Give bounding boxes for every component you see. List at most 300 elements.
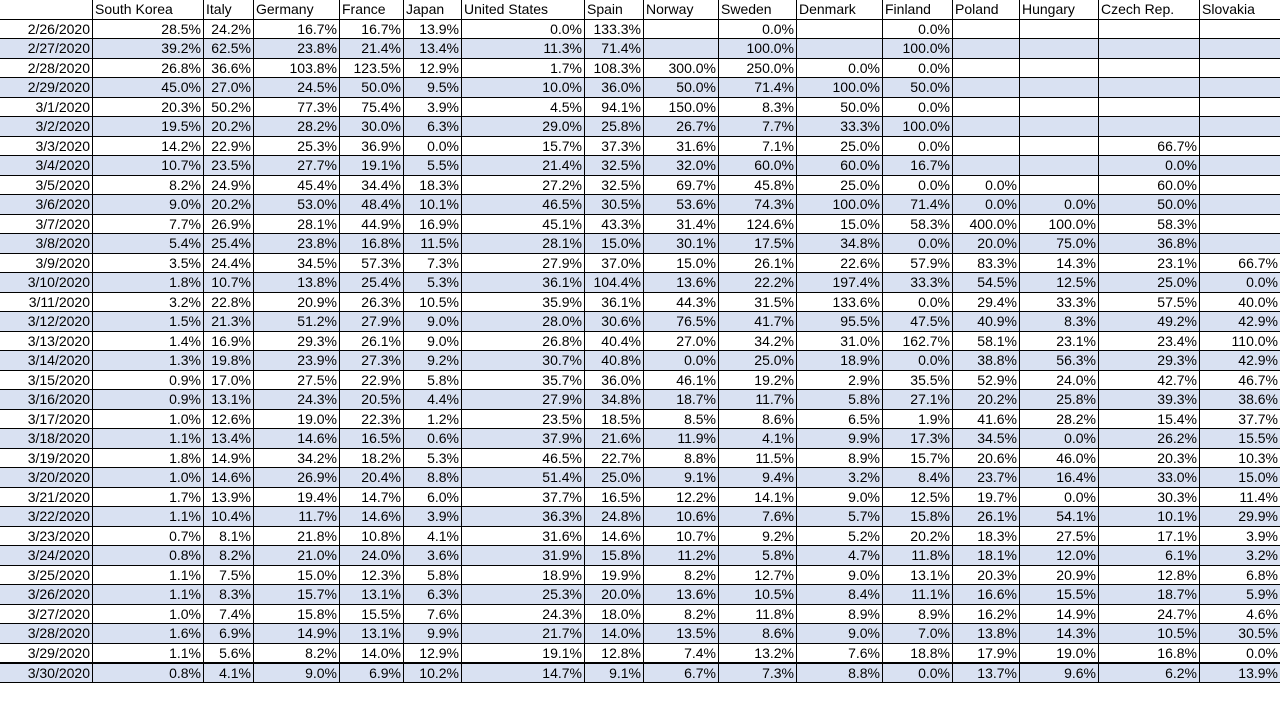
value-cell[interactable]: 3.5% bbox=[93, 253, 204, 273]
value-cell[interactable]: 16.7% bbox=[340, 19, 404, 39]
value-cell[interactable]: 100.0% bbox=[719, 39, 797, 59]
value-cell[interactable]: 133.3% bbox=[585, 19, 644, 39]
value-cell[interactable]: 10.1% bbox=[1099, 507, 1200, 527]
value-cell[interactable]: 26.1% bbox=[953, 507, 1020, 527]
value-cell[interactable]: 69.7% bbox=[644, 175, 719, 195]
value-cell[interactable]: 0.0% bbox=[883, 58, 953, 78]
value-cell[interactable]: 6.7% bbox=[644, 663, 719, 683]
value-cell[interactable]: 51.4% bbox=[462, 468, 585, 488]
value-cell[interactable] bbox=[1020, 78, 1099, 98]
value-cell[interactable]: 4.1% bbox=[719, 429, 797, 449]
value-cell[interactable]: 15.0% bbox=[585, 234, 644, 254]
value-cell[interactable]: 0.6% bbox=[404, 429, 462, 449]
value-cell[interactable]: 14.6% bbox=[254, 429, 340, 449]
value-cell[interactable]: 18.7% bbox=[1099, 585, 1200, 605]
value-cell[interactable]: 40.8% bbox=[585, 351, 644, 371]
value-cell[interactable]: 12.9% bbox=[404, 643, 462, 663]
value-cell[interactable]: 44.3% bbox=[644, 292, 719, 312]
value-cell[interactable]: 8.1% bbox=[204, 526, 254, 546]
value-cell[interactable]: 13.2% bbox=[719, 643, 797, 663]
value-cell[interactable] bbox=[1099, 97, 1200, 117]
value-cell[interactable]: 0.0% bbox=[797, 58, 883, 78]
value-cell[interactable]: 46.7% bbox=[1200, 370, 1280, 390]
value-cell[interactable]: 62.5% bbox=[204, 39, 254, 59]
value-cell[interactable]: 22.9% bbox=[204, 136, 254, 156]
column-header[interactable]: Germany bbox=[254, 0, 340, 19]
column-header[interactable]: France bbox=[340, 0, 404, 19]
value-cell[interactable]: 54.1% bbox=[1020, 507, 1099, 527]
value-cell[interactable]: 34.4% bbox=[340, 175, 404, 195]
value-cell[interactable]: 7.7% bbox=[93, 214, 204, 234]
value-cell[interactable]: 19.5% bbox=[93, 117, 204, 137]
value-cell[interactable]: 11.8% bbox=[883, 546, 953, 566]
value-cell[interactable]: 30.3% bbox=[1099, 487, 1200, 507]
column-header[interactable]: Spain bbox=[585, 0, 644, 19]
value-cell[interactable] bbox=[1099, 117, 1200, 137]
value-cell[interactable]: 94.1% bbox=[585, 97, 644, 117]
value-cell[interactable]: 5.9% bbox=[1200, 585, 1280, 605]
value-cell[interactable]: 66.7% bbox=[1200, 253, 1280, 273]
value-cell[interactable]: 14.9% bbox=[1020, 604, 1099, 624]
value-cell[interactable]: 57.9% bbox=[883, 253, 953, 273]
value-cell[interactable]: 1.6% bbox=[93, 624, 204, 644]
date-cell[interactable]: 3/24/2020 bbox=[0, 546, 93, 566]
value-cell[interactable]: 28.1% bbox=[254, 214, 340, 234]
value-cell[interactable]: 23.1% bbox=[1020, 331, 1099, 351]
value-cell[interactable]: 11.5% bbox=[404, 234, 462, 254]
value-cell[interactable]: 26.8% bbox=[93, 58, 204, 78]
value-cell[interactable]: 22.7% bbox=[585, 448, 644, 468]
value-cell[interactable]: 54.5% bbox=[953, 273, 1020, 293]
value-cell[interactable]: 20.2% bbox=[204, 195, 254, 215]
value-cell[interactable]: 36.0% bbox=[585, 370, 644, 390]
value-cell[interactable]: 5.6% bbox=[204, 643, 254, 663]
value-cell[interactable]: 8.4% bbox=[797, 585, 883, 605]
value-cell[interactable]: 6.1% bbox=[1099, 546, 1200, 566]
value-cell[interactable]: 5.5% bbox=[404, 156, 462, 176]
value-cell[interactable]: 12.6% bbox=[204, 409, 254, 429]
value-cell[interactable] bbox=[644, 39, 719, 59]
value-cell[interactable]: 27.9% bbox=[340, 312, 404, 332]
value-cell[interactable]: 24.9% bbox=[204, 175, 254, 195]
value-cell[interactable]: 8.9% bbox=[797, 604, 883, 624]
value-cell[interactable]: 103.8% bbox=[254, 58, 340, 78]
value-cell[interactable]: 9.0% bbox=[797, 487, 883, 507]
value-cell[interactable]: 26.8% bbox=[462, 331, 585, 351]
value-cell[interactable]: 15.7% bbox=[254, 585, 340, 605]
value-cell[interactable]: 11.5% bbox=[719, 448, 797, 468]
value-cell[interactable]: 58.3% bbox=[1099, 214, 1200, 234]
value-cell[interactable]: 6.2% bbox=[1099, 663, 1200, 683]
value-cell[interactable]: 24.2% bbox=[204, 19, 254, 39]
value-cell[interactable]: 13.1% bbox=[204, 390, 254, 410]
value-cell[interactable]: 42.7% bbox=[1099, 370, 1200, 390]
date-cell[interactable]: 3/21/2020 bbox=[0, 487, 93, 507]
value-cell[interactable]: 1.1% bbox=[93, 507, 204, 527]
value-cell[interactable]: 5.7% bbox=[797, 507, 883, 527]
value-cell[interactable]: 20.9% bbox=[254, 292, 340, 312]
value-cell[interactable] bbox=[1020, 117, 1099, 137]
value-cell[interactable]: 100.0% bbox=[883, 117, 953, 137]
value-cell[interactable]: 29.9% bbox=[1200, 507, 1280, 527]
value-cell[interactable]: 21.6% bbox=[585, 429, 644, 449]
date-cell[interactable]: 3/23/2020 bbox=[0, 526, 93, 546]
value-cell[interactable]: 18.3% bbox=[953, 526, 1020, 546]
value-cell[interactable]: 1.3% bbox=[93, 351, 204, 371]
value-cell[interactable]: 20.4% bbox=[340, 468, 404, 488]
value-cell[interactable]: 74.3% bbox=[719, 195, 797, 215]
value-cell[interactable]: 21.0% bbox=[254, 546, 340, 566]
value-cell[interactable]: 15.7% bbox=[883, 448, 953, 468]
value-cell[interactable]: 0.0% bbox=[883, 234, 953, 254]
value-cell[interactable]: 26.7% bbox=[644, 117, 719, 137]
value-cell[interactable]: 31.4% bbox=[644, 214, 719, 234]
value-cell[interactable]: 32.5% bbox=[585, 175, 644, 195]
column-header[interactable]: Poland bbox=[953, 0, 1020, 19]
value-cell[interactable]: 46.0% bbox=[1020, 448, 1099, 468]
value-cell[interactable] bbox=[1200, 136, 1280, 156]
value-cell[interactable]: 13.8% bbox=[254, 273, 340, 293]
value-cell[interactable]: 29.3% bbox=[1099, 351, 1200, 371]
value-cell[interactable]: 100.0% bbox=[797, 195, 883, 215]
value-cell[interactable]: 66.7% bbox=[1099, 136, 1200, 156]
value-cell[interactable]: 1.2% bbox=[404, 409, 462, 429]
value-cell[interactable]: 22.3% bbox=[340, 409, 404, 429]
value-cell[interactable]: 133.6% bbox=[797, 292, 883, 312]
value-cell[interactable] bbox=[644, 19, 719, 39]
value-cell[interactable]: 12.7% bbox=[719, 565, 797, 585]
value-cell[interactable]: 0.0% bbox=[883, 136, 953, 156]
date-cell[interactable]: 3/15/2020 bbox=[0, 370, 93, 390]
value-cell[interactable]: 9.9% bbox=[404, 624, 462, 644]
value-cell[interactable]: 10.0% bbox=[462, 78, 585, 98]
value-cell[interactable]: 13.9% bbox=[404, 19, 462, 39]
value-cell[interactable]: 300.0% bbox=[644, 58, 719, 78]
value-cell[interactable]: 30.5% bbox=[1200, 624, 1280, 644]
value-cell[interactable]: 1.1% bbox=[93, 429, 204, 449]
value-cell[interactable]: 7.4% bbox=[644, 643, 719, 663]
value-cell[interactable]: 23.5% bbox=[462, 409, 585, 429]
date-cell[interactable]: 3/19/2020 bbox=[0, 448, 93, 468]
value-cell[interactable]: 22.6% bbox=[797, 253, 883, 273]
date-cell[interactable]: 3/28/2020 bbox=[0, 624, 93, 644]
value-cell[interactable]: 16.9% bbox=[404, 214, 462, 234]
value-cell[interactable]: 7.5% bbox=[204, 565, 254, 585]
value-cell[interactable]: 30.1% bbox=[644, 234, 719, 254]
value-cell[interactable]: 45.4% bbox=[254, 175, 340, 195]
value-cell[interactable]: 14.2% bbox=[93, 136, 204, 156]
value-cell[interactable]: 8.9% bbox=[883, 604, 953, 624]
value-cell[interactable]: 31.9% bbox=[462, 546, 585, 566]
value-cell[interactable]: 19.8% bbox=[204, 351, 254, 371]
value-cell[interactable]: 12.3% bbox=[340, 565, 404, 585]
value-cell[interactable]: 48.4% bbox=[340, 195, 404, 215]
value-cell[interactable]: 25.4% bbox=[340, 273, 404, 293]
value-cell[interactable]: 35.7% bbox=[462, 370, 585, 390]
value-cell[interactable]: 36.9% bbox=[340, 136, 404, 156]
value-cell[interactable]: 7.0% bbox=[883, 624, 953, 644]
value-cell[interactable]: 17.5% bbox=[719, 234, 797, 254]
value-cell[interactable] bbox=[953, 117, 1020, 137]
date-cell[interactable]: 3/16/2020 bbox=[0, 390, 93, 410]
value-cell[interactable]: 0.0% bbox=[953, 175, 1020, 195]
value-cell[interactable]: 0.0% bbox=[883, 19, 953, 39]
value-cell[interactable] bbox=[1020, 97, 1099, 117]
value-cell[interactable]: 7.7% bbox=[719, 117, 797, 137]
value-cell[interactable]: 12.8% bbox=[1099, 565, 1200, 585]
column-header[interactable]: Sweden bbox=[719, 0, 797, 19]
value-cell[interactable]: 16.2% bbox=[953, 604, 1020, 624]
value-cell[interactable]: 19.0% bbox=[254, 409, 340, 429]
value-cell[interactable]: 10.4% bbox=[204, 507, 254, 527]
value-cell[interactable]: 12.8% bbox=[585, 643, 644, 663]
value-cell[interactable]: 13.1% bbox=[340, 624, 404, 644]
value-cell[interactable] bbox=[1200, 234, 1280, 254]
value-cell[interactable] bbox=[1200, 97, 1280, 117]
value-cell[interactable]: 33.3% bbox=[797, 117, 883, 137]
value-cell[interactable]: 100.0% bbox=[883, 39, 953, 59]
value-cell[interactable]: 16.5% bbox=[340, 429, 404, 449]
value-cell[interactable]: 36.1% bbox=[585, 292, 644, 312]
date-cell[interactable]: 3/30/2020 bbox=[0, 663, 93, 683]
value-cell[interactable]: 8.3% bbox=[1020, 312, 1099, 332]
value-cell[interactable]: 6.3% bbox=[404, 117, 462, 137]
value-cell[interactable]: 28.0% bbox=[462, 312, 585, 332]
value-cell[interactable]: 12.2% bbox=[644, 487, 719, 507]
value-cell[interactable]: 31.6% bbox=[462, 526, 585, 546]
value-cell[interactable]: 18.9% bbox=[797, 351, 883, 371]
value-cell[interactable]: 14.7% bbox=[340, 487, 404, 507]
value-cell[interactable]: 14.7% bbox=[462, 663, 585, 683]
value-cell[interactable]: 1.0% bbox=[93, 604, 204, 624]
value-cell[interactable]: 108.3% bbox=[585, 58, 644, 78]
value-cell[interactable] bbox=[1020, 156, 1099, 176]
value-cell[interactable]: 24.8% bbox=[585, 507, 644, 527]
value-cell[interactable]: 29.4% bbox=[953, 292, 1020, 312]
value-cell[interactable]: 20.3% bbox=[93, 97, 204, 117]
value-cell[interactable]: 9.1% bbox=[644, 468, 719, 488]
value-cell[interactable]: 27.0% bbox=[644, 331, 719, 351]
value-cell[interactable]: 20.2% bbox=[204, 117, 254, 137]
value-cell[interactable]: 14.9% bbox=[254, 624, 340, 644]
value-cell[interactable]: 27.9% bbox=[462, 390, 585, 410]
value-cell[interactable]: 4.1% bbox=[404, 526, 462, 546]
value-cell[interactable]: 8.2% bbox=[204, 546, 254, 566]
value-cell[interactable]: 12.9% bbox=[404, 58, 462, 78]
value-cell[interactable] bbox=[953, 136, 1020, 156]
value-cell[interactable]: 250.0% bbox=[719, 58, 797, 78]
date-cell[interactable]: 3/17/2020 bbox=[0, 409, 93, 429]
value-cell[interactable]: 20.3% bbox=[953, 565, 1020, 585]
date-cell[interactable]: 3/13/2020 bbox=[0, 331, 93, 351]
date-cell[interactable]: 3/11/2020 bbox=[0, 292, 93, 312]
value-cell[interactable]: 1.7% bbox=[93, 487, 204, 507]
value-cell[interactable]: 6.0% bbox=[404, 487, 462, 507]
value-cell[interactable] bbox=[1200, 58, 1280, 78]
value-cell[interactable]: 25.0% bbox=[797, 136, 883, 156]
value-cell[interactable]: 3.6% bbox=[404, 546, 462, 566]
value-cell[interactable]: 20.5% bbox=[340, 390, 404, 410]
value-cell[interactable]: 18.1% bbox=[953, 546, 1020, 566]
value-cell[interactable] bbox=[1200, 78, 1280, 98]
value-cell[interactable]: 18.9% bbox=[462, 565, 585, 585]
value-cell[interactable]: 8.8% bbox=[644, 448, 719, 468]
value-cell[interactable]: 11.8% bbox=[719, 604, 797, 624]
value-cell[interactable]: 47.5% bbox=[883, 312, 953, 332]
value-cell[interactable]: 25.8% bbox=[585, 117, 644, 137]
value-cell[interactable]: 24.3% bbox=[462, 604, 585, 624]
value-cell[interactable]: 10.7% bbox=[93, 156, 204, 176]
value-cell[interactable]: 14.3% bbox=[1020, 624, 1099, 644]
value-cell[interactable]: 25.4% bbox=[204, 234, 254, 254]
value-cell[interactable]: 58.3% bbox=[883, 214, 953, 234]
value-cell[interactable]: 16.8% bbox=[1099, 643, 1200, 663]
value-cell[interactable]: 16.4% bbox=[1020, 468, 1099, 488]
value-cell[interactable]: 95.5% bbox=[797, 312, 883, 332]
value-cell[interactable]: 10.7% bbox=[644, 526, 719, 546]
value-cell[interactable]: 9.5% bbox=[404, 78, 462, 98]
date-cell[interactable]: 3/27/2020 bbox=[0, 604, 93, 624]
value-cell[interactable]: 9.0% bbox=[254, 663, 340, 683]
value-cell[interactable]: 13.8% bbox=[953, 624, 1020, 644]
value-cell[interactable]: 58.1% bbox=[953, 331, 1020, 351]
value-cell[interactable]: 36.3% bbox=[462, 507, 585, 527]
column-header[interactable]: Czech Rep. bbox=[1099, 0, 1200, 19]
value-cell[interactable]: 53.0% bbox=[254, 195, 340, 215]
value-cell[interactable]: 18.5% bbox=[585, 409, 644, 429]
value-cell[interactable]: 12.5% bbox=[1020, 273, 1099, 293]
date-cell[interactable]: 2/26/2020 bbox=[0, 19, 93, 39]
value-cell[interactable]: 34.5% bbox=[953, 429, 1020, 449]
value-cell[interactable]: 8.8% bbox=[797, 663, 883, 683]
value-cell[interactable]: 20.9% bbox=[1020, 565, 1099, 585]
value-cell[interactable]: 37.7% bbox=[462, 487, 585, 507]
value-cell[interactable] bbox=[1020, 175, 1099, 195]
value-cell[interactable]: 32.0% bbox=[644, 156, 719, 176]
value-cell[interactable]: 20.0% bbox=[953, 234, 1020, 254]
value-cell[interactable] bbox=[1099, 39, 1200, 59]
value-cell[interactable] bbox=[1200, 195, 1280, 215]
value-cell[interactable]: 21.8% bbox=[254, 526, 340, 546]
value-cell[interactable]: 14.1% bbox=[719, 487, 797, 507]
value-cell[interactable]: 0.0% bbox=[1200, 273, 1280, 293]
value-cell[interactable]: 50.0% bbox=[797, 97, 883, 117]
value-cell[interactable]: 20.2% bbox=[953, 390, 1020, 410]
value-cell[interactable]: 7.3% bbox=[404, 253, 462, 273]
value-cell[interactable]: 52.9% bbox=[953, 370, 1020, 390]
value-cell[interactable]: 33.3% bbox=[883, 273, 953, 293]
value-cell[interactable]: 83.3% bbox=[953, 253, 1020, 273]
value-cell[interactable]: 13.1% bbox=[883, 565, 953, 585]
value-cell[interactable]: 4.6% bbox=[1200, 604, 1280, 624]
column-header[interactable]: South Korea bbox=[93, 0, 204, 19]
value-cell[interactable]: 8.6% bbox=[719, 409, 797, 429]
value-cell[interactable]: 42.9% bbox=[1200, 351, 1280, 371]
value-cell[interactable]: 39.3% bbox=[1099, 390, 1200, 410]
value-cell[interactable]: 17.1% bbox=[1099, 526, 1200, 546]
value-cell[interactable]: 0.0% bbox=[719, 19, 797, 39]
value-cell[interactable]: 21.4% bbox=[340, 39, 404, 59]
value-cell[interactable]: 50.0% bbox=[1099, 195, 1200, 215]
value-cell[interactable]: 41.6% bbox=[953, 409, 1020, 429]
value-cell[interactable]: 14.0% bbox=[585, 624, 644, 644]
value-cell[interactable]: 12.5% bbox=[883, 487, 953, 507]
value-cell[interactable]: 37.0% bbox=[585, 253, 644, 273]
value-cell[interactable]: 25.0% bbox=[1099, 273, 1200, 293]
value-cell[interactable] bbox=[953, 58, 1020, 78]
value-cell[interactable] bbox=[1200, 19, 1280, 39]
value-cell[interactable]: 5.3% bbox=[404, 448, 462, 468]
value-cell[interactable]: 15.4% bbox=[1099, 409, 1200, 429]
value-cell[interactable]: 14.6% bbox=[585, 526, 644, 546]
value-cell[interactable]: 19.0% bbox=[1020, 643, 1099, 663]
column-header[interactable]: Italy bbox=[204, 0, 254, 19]
value-cell[interactable]: 33.0% bbox=[1099, 468, 1200, 488]
value-cell[interactable]: 34.2% bbox=[719, 331, 797, 351]
value-cell[interactable]: 3.9% bbox=[404, 97, 462, 117]
value-cell[interactable]: 15.7% bbox=[462, 136, 585, 156]
value-cell[interactable]: 24.0% bbox=[1020, 370, 1099, 390]
value-cell[interactable]: 8.2% bbox=[93, 175, 204, 195]
value-cell[interactable]: 27.5% bbox=[254, 370, 340, 390]
value-cell[interactable]: 15.5% bbox=[340, 604, 404, 624]
value-cell[interactable]: 5.8% bbox=[797, 390, 883, 410]
value-cell[interactable]: 0.9% bbox=[93, 390, 204, 410]
value-cell[interactable]: 0.8% bbox=[93, 663, 204, 683]
value-cell[interactable]: 31.6% bbox=[644, 136, 719, 156]
value-cell[interactable]: 43.3% bbox=[585, 214, 644, 234]
column-header[interactable]: Slovakia bbox=[1200, 0, 1280, 19]
value-cell[interactable]: 5.8% bbox=[404, 565, 462, 585]
value-cell[interactable]: 26.9% bbox=[254, 468, 340, 488]
value-cell[interactable]: 31.5% bbox=[719, 292, 797, 312]
value-cell[interactable]: 0.9% bbox=[93, 370, 204, 390]
column-header[interactable]: Denmark bbox=[797, 0, 883, 19]
value-cell[interactable]: 42.9% bbox=[1200, 312, 1280, 332]
value-cell[interactable]: 41.7% bbox=[719, 312, 797, 332]
value-cell[interactable]: 0.0% bbox=[1020, 429, 1099, 449]
value-cell[interactable]: 27.2% bbox=[462, 175, 585, 195]
value-cell[interactable]: 16.7% bbox=[883, 156, 953, 176]
value-cell[interactable]: 75.4% bbox=[340, 97, 404, 117]
value-cell[interactable]: 46.5% bbox=[462, 448, 585, 468]
value-cell[interactable]: 34.2% bbox=[254, 448, 340, 468]
value-cell[interactable] bbox=[953, 78, 1020, 98]
value-cell[interactable]: 25.3% bbox=[462, 585, 585, 605]
date-cell[interactable]: 2/29/2020 bbox=[0, 78, 93, 98]
value-cell[interactable]: 22.8% bbox=[204, 292, 254, 312]
value-cell[interactable]: 9.0% bbox=[93, 195, 204, 215]
value-cell[interactable]: 27.7% bbox=[254, 156, 340, 176]
value-cell[interactable]: 60.0% bbox=[719, 156, 797, 176]
value-cell[interactable]: 8.6% bbox=[719, 624, 797, 644]
value-cell[interactable]: 19.9% bbox=[585, 565, 644, 585]
value-cell[interactable]: 26.9% bbox=[204, 214, 254, 234]
value-cell[interactable]: 0.0% bbox=[883, 97, 953, 117]
value-cell[interactable]: 50.0% bbox=[340, 78, 404, 98]
value-cell[interactable]: 50.0% bbox=[644, 78, 719, 98]
date-cell[interactable]: 3/29/2020 bbox=[0, 643, 93, 663]
value-cell[interactable]: 13.6% bbox=[644, 585, 719, 605]
value-cell[interactable]: 71.4% bbox=[883, 195, 953, 215]
value-cell[interactable]: 50.2% bbox=[204, 97, 254, 117]
value-cell[interactable]: 37.9% bbox=[462, 429, 585, 449]
value-cell[interactable]: 8.5% bbox=[644, 409, 719, 429]
value-cell[interactable]: 34.5% bbox=[254, 253, 340, 273]
value-cell[interactable]: 30.6% bbox=[585, 312, 644, 332]
value-cell[interactable]: 19.1% bbox=[340, 156, 404, 176]
value-cell[interactable]: 1.8% bbox=[93, 448, 204, 468]
